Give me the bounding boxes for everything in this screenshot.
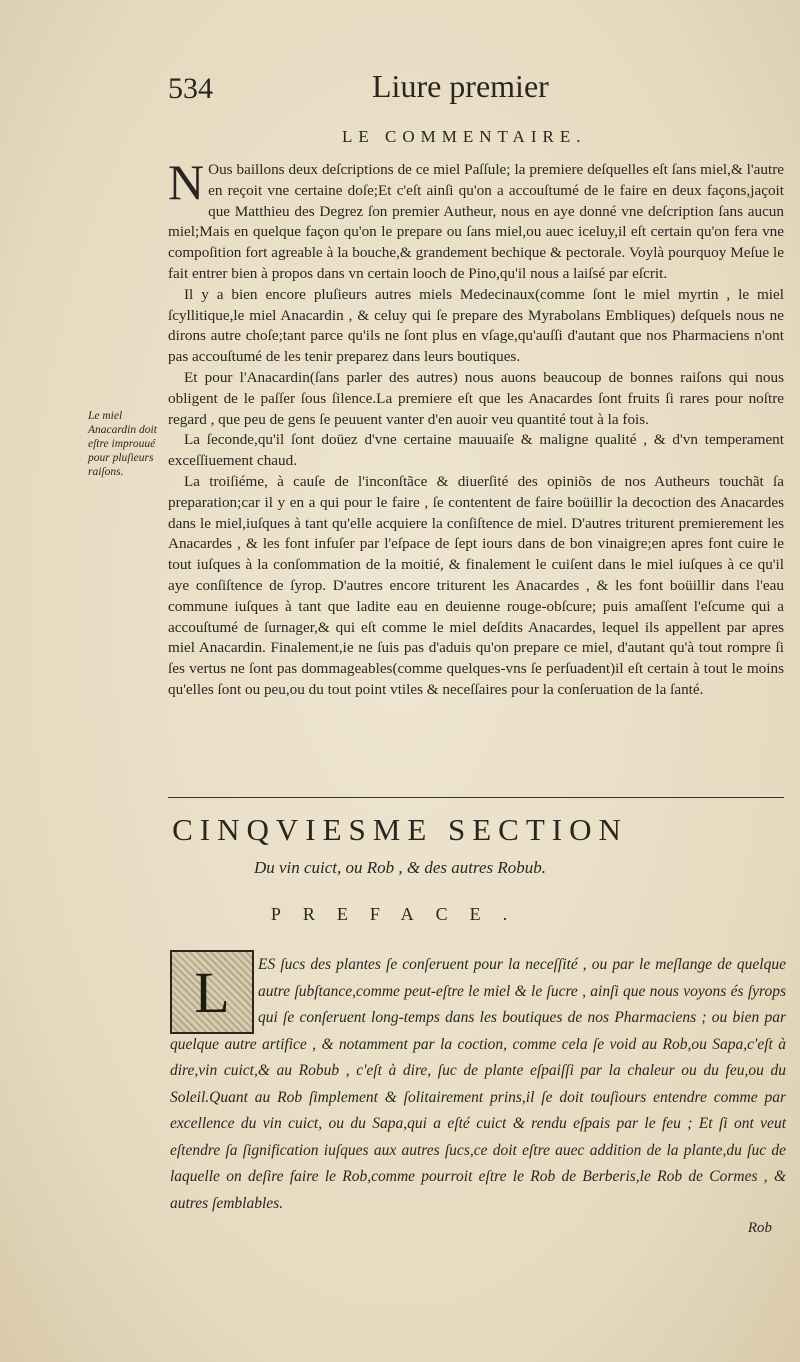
drop-cap: N <box>168 154 205 210</box>
page-number: 534 <box>168 72 213 105</box>
preface-heading: PREFACE. <box>270 904 530 924</box>
commentary-paragraph: Et pour l'Anacardin(ſans parler des autres) nous auons beaucoup de bonnes raiſons qui nous obligent de le paſſer ſous ſilence.La premiere eſt que les Anacardes ſont fruits ſi rares pour noſtre regard , que peu de gens ſe peuuent vanter d'en auoir veu quantité tout à la fois. <box>168 368 784 428</box>
section-title: CINQVIESME SECTION <box>172 812 628 847</box>
preface-text: ES ſucs des plantes ſe conſeruent pour la neceſſité , ou par le meſlange de quelque autre ſubſtance,comme peut-eſtre le miel & le ſucre , ainſi que nous voyons és ſyrops qui ſe conſeruent long-temps dans les boutiques de nos Pharmaciens ; ou bien par quelque autre artifice , & notamment par la coction, comme cela ſe void au Rob,ou Sapa,c'eſt à dire,vin cuict,& au Robub , c'eſt à dire, ſuc de plante eſpaiſſi par la chaleur ou du feu,ou du Soleil.Quant au Rob ſimplement & ſolitairement prins,il ſe doit touſiours entendre comme par excellence du vin cuict, ou du Sapa,qui a eſté cuict & rendu eſpais par le feu ; Et ſi ont veut eſtendre ſa ſignification iuſques aux autres ſucs,ce doit eſtre auec addition de la plante,du ſuc de laquelle on deſire faire le Rob,comme pourroit eſtre le Rob de Berberis,le Rob de Cormes , & autres ſemblables. <box>170 956 786 1212</box>
section-divider <box>168 797 784 798</box>
commentary-paragraph: Il y a bien encore pluſieurs autres miels Medecinaux(comme ſont le miel myrtin , le miel ſcyllitique,le miel Anacardin , & celuy qui ſe prepare des Myrabolans Embliques) deſquels nous ne dirons autre choſe;tant parce qu'ils ne ſont plus en vſage,qu'auſſi d'autant que nos Pharmaciens n'ont pas accouſtumé de les tenir preparez dans leurs boutiques. <box>168 285 784 366</box>
commentary-paragraph: La ſeconde,qu'il ſont doüez d'vne certaine mauuaiſe & maligne qualité , & d'vn temperament exceſſiuement chaud. <box>168 431 784 470</box>
margin-note: Le miel Anacardin doit eſtre improuué pour pluſieurs raiſons. <box>88 410 157 478</box>
running-title: Liure premier <box>372 68 549 104</box>
commentary-paragraph: N Ous baillons deux deſcriptions de ce miel Paſſule; la premiere deſquelles eſt ſans miel,& l'autre en reçoit vne certaine doſe;Et c'eſt ainſi qu'on a accouſtumé de le faire en deux façons,jaçoit que Matthieu des Degrez ſon premier Autheur, nous en aye donné vne deſcription ſans aucun miel;Mais en quelque façon qu'on le prepare ou ſans miel,ou auec iceluy,il eſt certain qu'on fera vne compoſition fort agreable à la bouche,& grandement bechique & pectorale. Voylà pourquoy Meſue le fait entrer bien à propos dans vn certain looch de Pino,qu'il nous a laiſsé par eſcrit. <box>168 154 784 282</box>
commentary-body <box>168 154 784 701</box>
catchword: Rob <box>747 1220 772 1236</box>
commentary-heading: LE COMMENTAIRE. <box>342 127 587 146</box>
section-subtitle: Du vin cuict, ou Rob , & des autres Robub. <box>253 858 547 877</box>
ornament-letter: L <box>194 960 230 1025</box>
preface-body <box>170 952 786 1217</box>
commentary-paragraph: La troiſiéme, à cauſe de l'inconſtãce & diuerſité des opiniõs de nos Autheurs touchãt ſa preparation;car il y en a qui pour le faire , ſe contentent de faire boüillir la decoction des Anacardes dans le miel,iuſques à tant qu'elle acquiere la conſiſtence de miel. D'autres triturent premierement les Anacardes , & les font infuſer par l'eſpace de ſept iours dans de bon vinaigre;en apres font cuire le tout iuſques à la conſommation de la moitié, & finalement le cuiſent dans le miel iuſques à ce qu'il aye conſiſtence de ſyrop. D'autres encore triturent les Anacardes , & les font boüillir dans l'eau commune iuſques à tant que ladite eau en deuienne rouge-obſcure; puis amaſſent l'eſcume qui a accouſtumé de ſurnager,& qui eſt comme le miel deſdits Anacardes, lequel ils appellent par apres miel Anacardin. Finalement,ie ne ſuis pas d'aduis qu'on prepare ce miel, d'autant qu'à tout rompre ſi ſes vertus ne ſont pas dommageables(comme quelques-vns ſe perſuadent)il eſt certain à tout le moins qu'elles ſont ou peu,ou du tout point vtiles & neceſſaires pour la conſeruation de la ſanté. <box>168 472 784 698</box>
